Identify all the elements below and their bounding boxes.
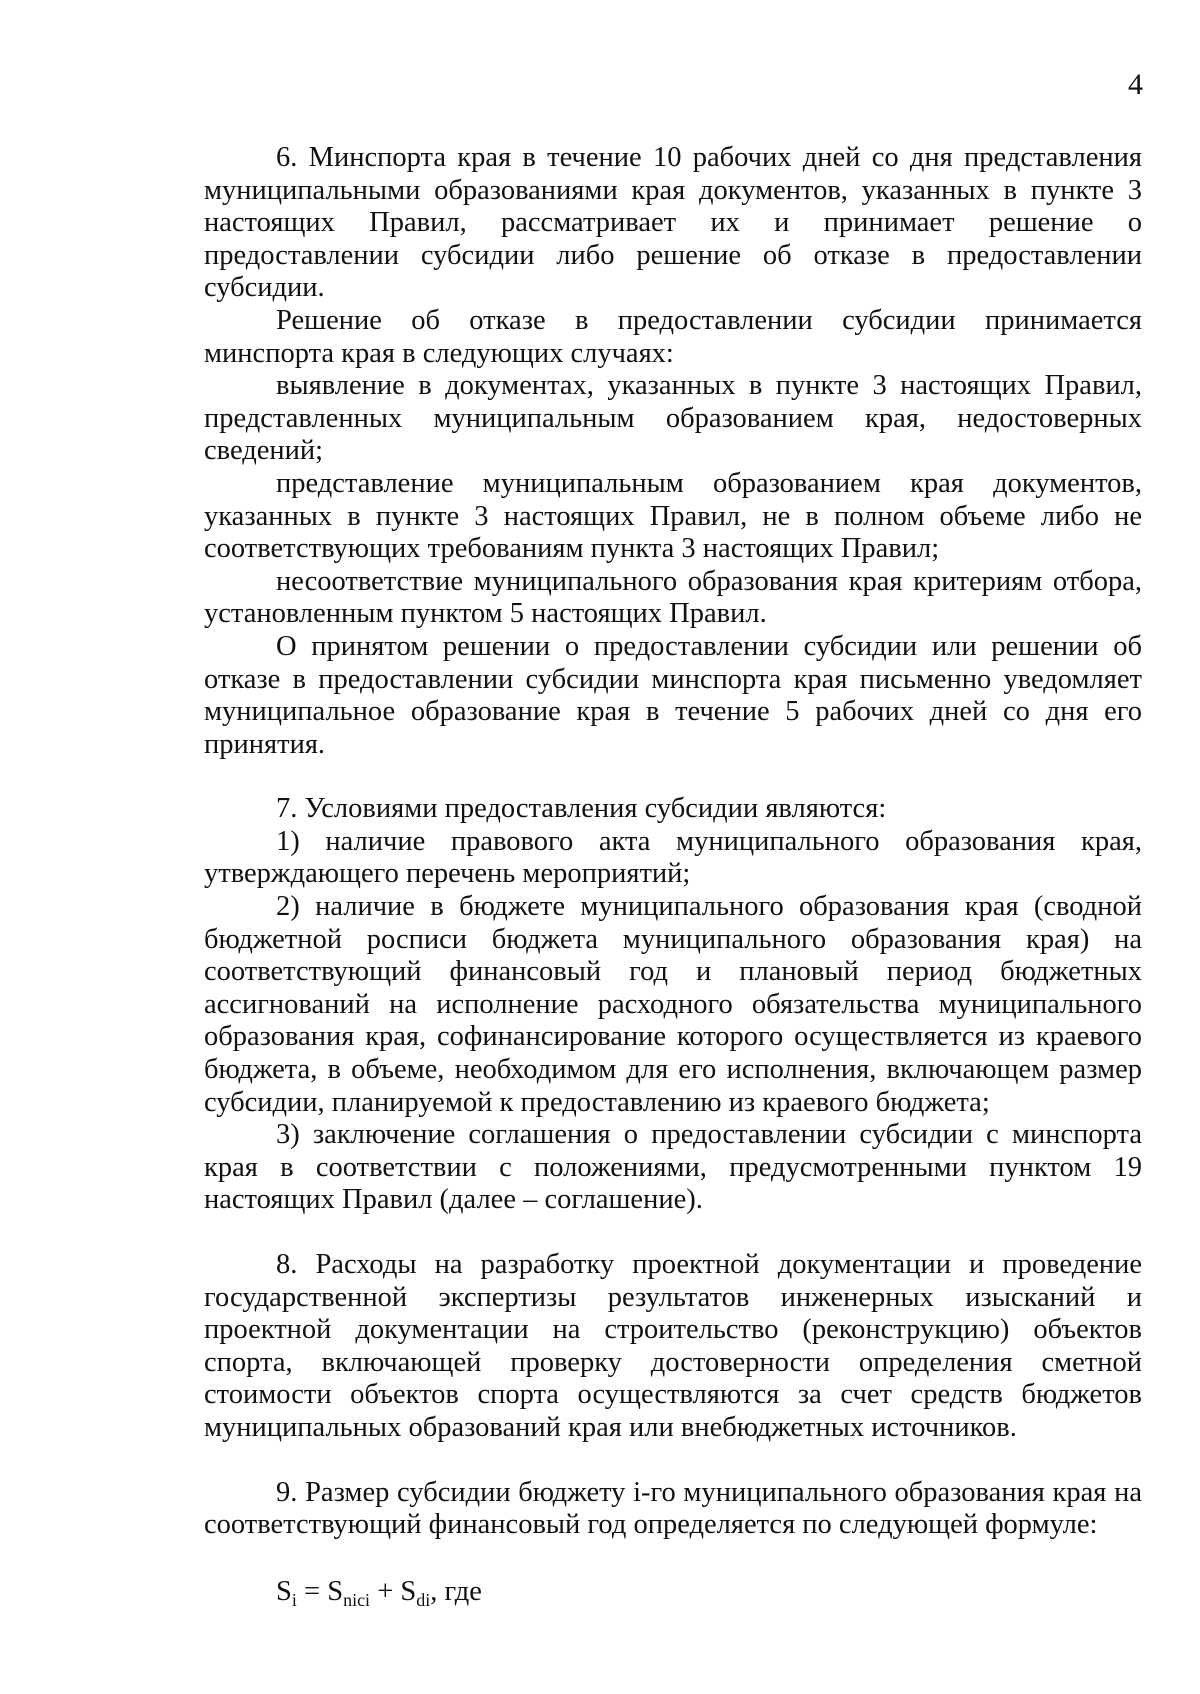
paragraph: Решение об отказе в предоставлении субсидии принимается минспорта края в следующих случаях: — [204, 304, 1142, 369]
paragraph: 2) наличие в бюджете муниципального образования края (сводной бюджетной росписи бюджета муниципального образования края) на соответствующий финансовый год и плановый период бюджетных ассигнований на исполнение расходного обязательства муниципального образования края, софинансирование которого осуществляется из краевого бюджета, в объеме, необходимом для его исполнения, включающем размер субсидии, планируемой к предоставлению из краевого бюджета; — [204, 891, 1142, 1118]
formula-operator: + — [370, 1575, 401, 1607]
formula-subscript: nici — [343, 1589, 371, 1610]
paragraph: 6. Минспорта края в течение 10 рабочих дней со дня представления муниципальными образованиями края документов, указанных в пункте 3 настоящих Правил, рассматривает их и принимает решение о предоставлении субсидии либо решение об отказе в предоставлении субсидии. — [204, 142, 1142, 304]
formula-operator: = — [296, 1575, 328, 1607]
formula-subscript: i — [291, 1589, 297, 1610]
formula-subscript: di — [416, 1589, 431, 1610]
paragraph: представление муниципальным образованием края документов, указанных в пункте 3 настоящих Правил, не в полном объеме либо не соответствующих требованиям пункта 3 настоящих Правил; — [204, 467, 1142, 565]
formula-symbol: S — [400, 1575, 417, 1607]
paragraph: 3) заключение соглашения о предоставлении субсидии с минспорта края в соответствии с положениями, предусмотренными пунктом 19 настоящих Правил (далее – соглашение). — [204, 1119, 1142, 1216]
formula-symbol: S — [276, 1575, 292, 1607]
paragraph: несоответствие муниципального образования края критериям отбора, установленным пунктом 5 настоящих Правил. — [204, 565, 1142, 630]
paragraph: 7. Условиями предоставления субсидии являются: — [276, 793, 887, 825]
formula — [204, 1576, 1142, 1609]
paragraph: О принятом решении о предоставлении субсидии или решении об отказе в предоставлении субсидии минспорта края письменно уведомляет муниципальное образование края в течение 5 рабочих дней со дня его принятия. — [204, 630, 1142, 760]
page-number: 4 — [1128, 68, 1143, 101]
paragraph: 9. Размер субсидии бюджету i-го муниципального образования края на соответствующий финансовый год определяется по следующей формуле: — [204, 1476, 1142, 1541]
spacer — [204, 1445, 1142, 1477]
paragraph: 8. Расходы на разработку проектной документации и проведение государственной экспертизы результатов инженерных изысканий и проектной документации на строительство (реконструкцию) объектов спорта, включающей проверку достоверности определения сметной стоимости объектов спорта осуществляются за счет средств бюджетов муниципальных образований края или внебюджетных источников. — [204, 1249, 1142, 1443]
formula-symbol: S — [327, 1575, 344, 1607]
formula-tail: , где — [430, 1575, 482, 1607]
spacer — [204, 1217, 1142, 1249]
paragraph: выявление в документах, указанных в пункте 3 настоящих Правил, представленных муниципальным образованием края, недостоверных сведений; — [204, 370, 1142, 467]
spacer — [204, 761, 1142, 793]
paragraph: 1) наличие правового акта муниципального образования края, утверждающего перечень мероприятий; — [204, 825, 1142, 890]
document-body — [204, 142, 1142, 1608]
